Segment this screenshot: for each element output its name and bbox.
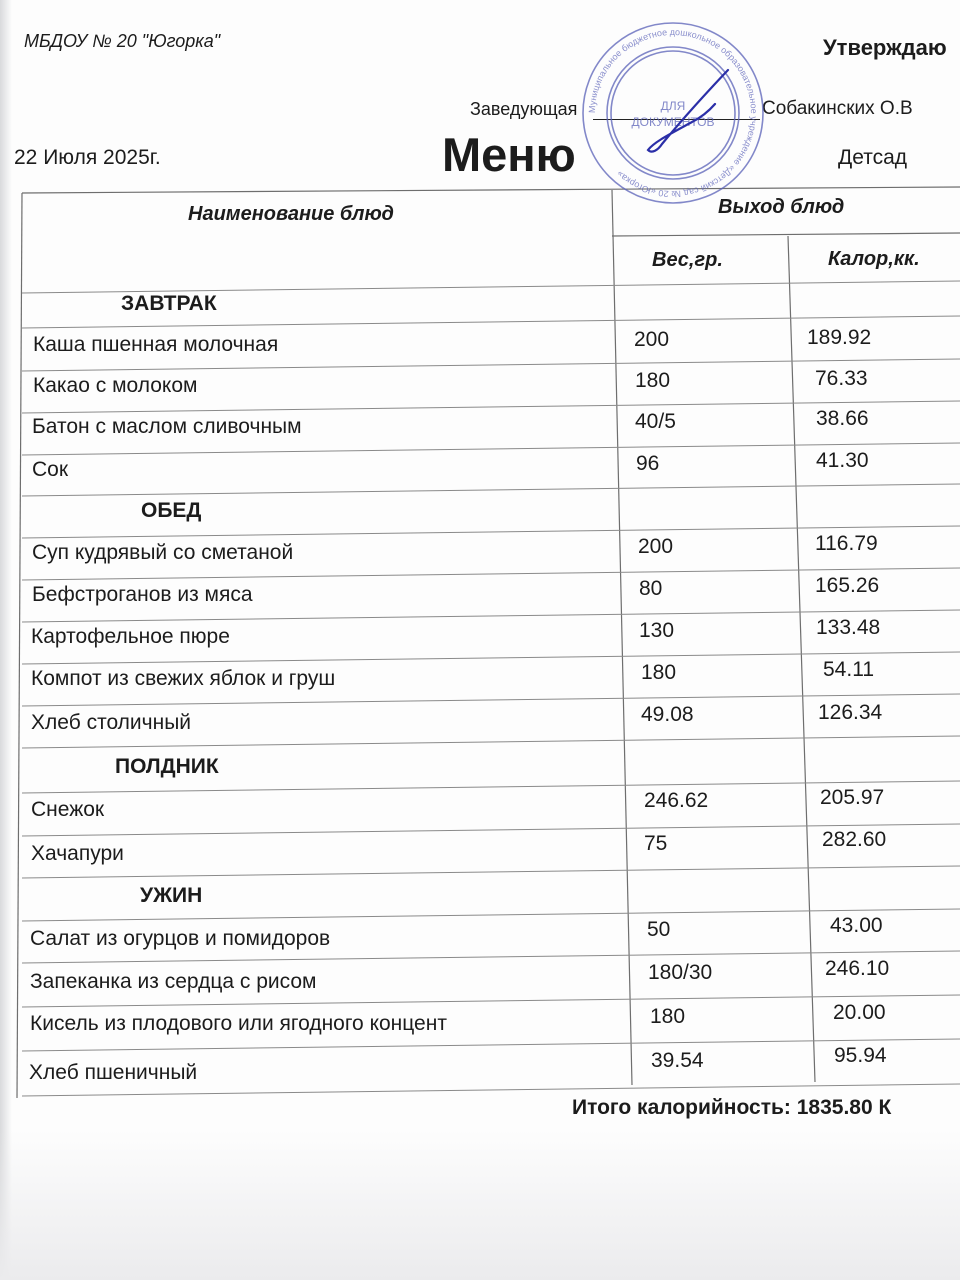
column-header-calories: Калор,кк. xyxy=(828,248,920,270)
dish-weight: 49.08 xyxy=(641,703,694,726)
dish-calories: 282.60 xyxy=(822,828,887,851)
dish-name: Хачапури xyxy=(31,842,124,865)
table-row-divider xyxy=(22,951,960,963)
table-row-divider xyxy=(22,909,960,921)
dish-weight: 75 xyxy=(644,832,668,855)
dish-name: Хлеб пшеничный xyxy=(29,1061,198,1084)
institution-type: Детсад xyxy=(838,146,908,169)
section-title-lunch: ОБЕД xyxy=(141,499,202,522)
handwritten-signature xyxy=(640,64,735,159)
dish-weight: 180 xyxy=(635,369,671,392)
dish-weight: 40/5 xyxy=(635,410,676,433)
section-title-snack: ПОЛДНИК xyxy=(115,755,219,778)
head-label: Заведующая xyxy=(470,99,578,119)
column-header-output: Выход блюд xyxy=(718,196,845,218)
table-row-divider xyxy=(22,824,960,836)
dish-calories: 205.97 xyxy=(820,786,885,809)
dish-weight: 180/30 xyxy=(648,961,713,984)
dish-calories: 246.10 xyxy=(825,957,890,980)
dish-name: Сок xyxy=(32,458,69,481)
dish-weight: 200 xyxy=(634,328,670,351)
stamp-center-line-1: ДЛЯ xyxy=(660,99,686,113)
dish-weight: 246.62 xyxy=(644,789,709,812)
page-title: Меню xyxy=(442,128,576,181)
dish-calories: 76.33 xyxy=(815,367,868,390)
table-row-divider xyxy=(22,1039,960,1051)
dish-weight: 200 xyxy=(638,535,674,558)
dish-name: Бефстроганов из мяса xyxy=(32,583,253,606)
dish-name: Батон с маслом сливочным xyxy=(32,415,302,438)
table-row-divider xyxy=(22,1084,960,1096)
dish-name: Суп кудрявый со сметаной xyxy=(32,541,294,564)
dish-weight: 50 xyxy=(647,918,671,941)
table-row-divider xyxy=(22,736,960,748)
organization-name: МБДОУ № 20 "Югорка" xyxy=(24,31,221,51)
dish-calories: 189.92 xyxy=(807,326,872,349)
column-header-dish-name: Наименование блюд xyxy=(188,203,394,225)
dish-weight: 96 xyxy=(636,452,660,475)
dish-calories: 41.30 xyxy=(816,449,869,472)
dish-name: Хлеб столичный xyxy=(31,711,192,734)
dish-weight: 130 xyxy=(639,619,675,642)
approve-label: Утверждаю xyxy=(823,35,947,60)
dish-calories: 126.34 xyxy=(818,701,883,724)
section-title-breakfast: ЗАВТРАК xyxy=(121,292,217,315)
dish-calories: 116.79 xyxy=(815,532,878,555)
dish-calories: 133.48 xyxy=(816,616,881,639)
stamp-center-line-2: ДОКУМЕНТОВ xyxy=(631,115,715,129)
dish-weight: 80 xyxy=(639,577,663,600)
dish-name: Какао с молоком xyxy=(33,374,198,397)
table-row-divider xyxy=(22,484,960,496)
column-header-weight: Вес,гр. xyxy=(652,249,723,271)
dish-name: Каша пшенная молочная xyxy=(33,333,279,356)
menu-date: 22 Июля 2025г. xyxy=(14,146,161,169)
dish-name: Снежок xyxy=(31,798,105,821)
dish-calories: 43.00 xyxy=(830,914,883,937)
section-title-dinner: УЖИН xyxy=(140,884,203,907)
dish-calories: 20.00 xyxy=(833,1001,886,1024)
table-row-divider xyxy=(22,652,960,664)
dish-calories: 38.66 xyxy=(816,407,869,430)
dish-name: Запеканка из сердца с рисом xyxy=(30,970,317,993)
table-row-divider xyxy=(22,995,960,1007)
head-name: Собакинских О.В xyxy=(762,98,913,119)
total-calories: Итого калорийность: 1835.80 К xyxy=(572,1096,892,1119)
dish-weight: 180 xyxy=(641,661,677,684)
dish-calories: 54.11 xyxy=(823,658,874,681)
table-row-divider xyxy=(22,866,960,878)
dish-weight: 39.54 xyxy=(651,1049,704,1072)
dish-name: Картофельное пюре xyxy=(31,625,230,648)
dish-name: Кисель из плодового или ягодного концент xyxy=(30,1012,447,1035)
dish-weight: 180 xyxy=(650,1005,686,1028)
dish-calories: 95.94 xyxy=(834,1044,887,1067)
dish-name: Компот из свежих яблок и груш xyxy=(31,667,336,690)
dish-calories: 165.26 xyxy=(815,574,880,597)
dish-name: Салат из огурцов и помидоров xyxy=(30,927,331,950)
stamp-ring-text: Муниципальное бюджетное дошкольное образовательное учреждение «Детский сад № 20 «Югорка» xyxy=(586,26,760,200)
